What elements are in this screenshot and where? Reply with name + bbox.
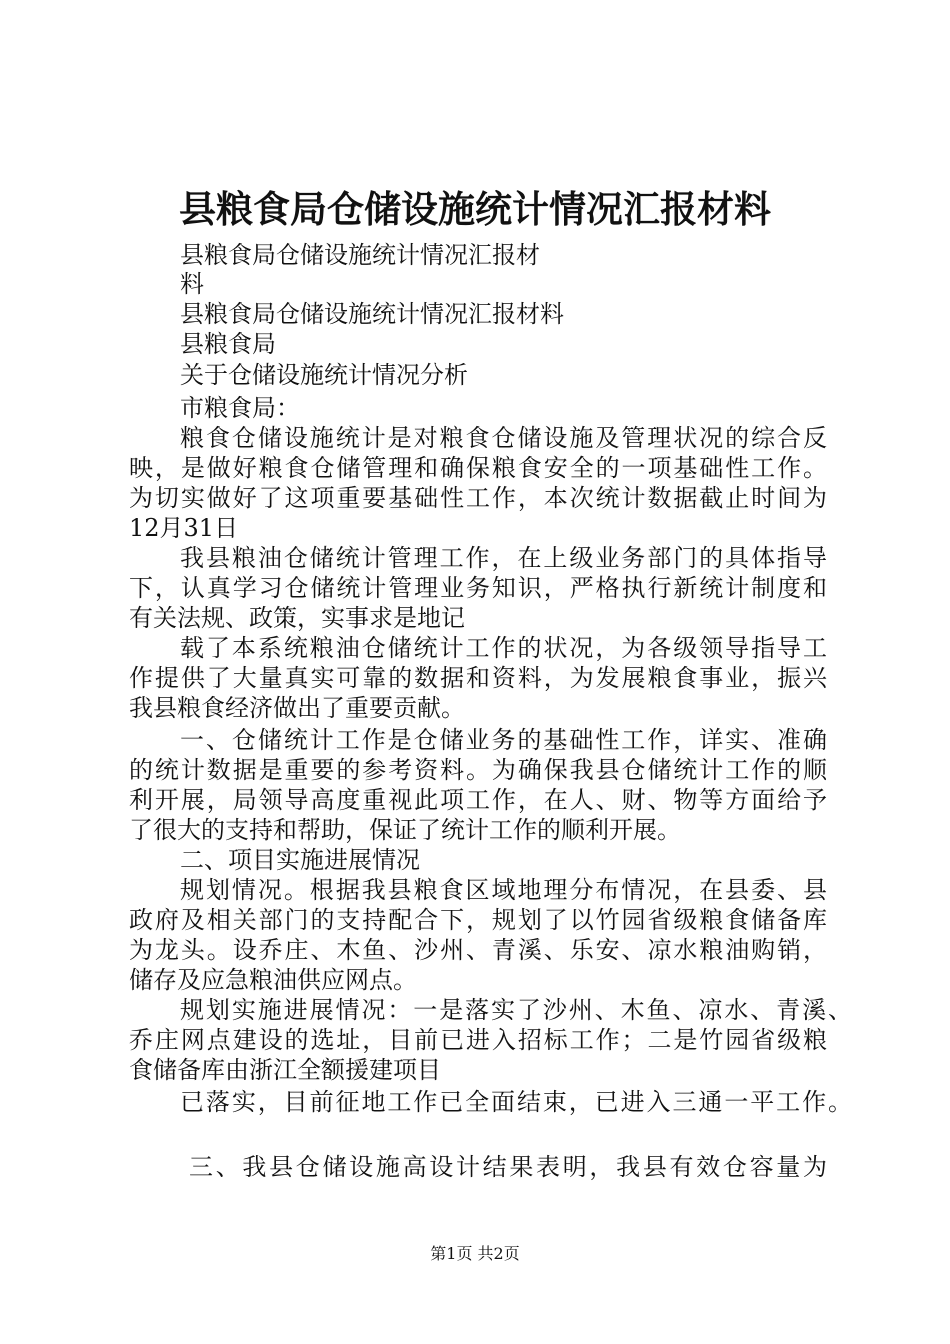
text-line: 粮食仓储设施统计是对粮食仓储设施及管理状况的综合反	[180, 424, 827, 452]
text-line: 一、仓储统计工作是仓储业务的基础性工作，详实、准确	[180, 726, 827, 754]
text-line: 的统计数据是重要的参考资料。为确保我县仓储统计工作的顺	[129, 756, 827, 784]
text-line: 县粮食局	[180, 330, 276, 358]
text-line: 料	[180, 270, 204, 298]
text-line: 映，是做好粮食仓储管理和确保粮食安全的一项基础性工作。	[129, 454, 827, 482]
text-line: 我县粮油仓储统计管理工作，在上级业务部门的具体指导	[180, 544, 827, 572]
text-line: 规划实施进展情况：一是落实了沙州、木鱼、凉水、青溪、	[180, 996, 852, 1024]
text-line: 县粮食局仓储设施统计情况汇报材料	[180, 300, 564, 328]
page-footer: 第1页 共2页	[430, 1244, 520, 1263]
text-line: 乔庄网点建设的选址，目前已进入招标工作；二是竹园省级粮	[129, 1026, 827, 1054]
text-line: 利开展，局领导高度重视此项工作，在人、财、物等方面给予	[129, 786, 827, 814]
text-line: 为龙头。设乔庄、木鱼、沙州、青溪、乐安、凉水粮油购销，	[129, 936, 827, 964]
text-line: 12月31日	[129, 514, 239, 542]
text-line: 规划情况。根据我县粮食区域地理分布情况，在县委、县	[180, 876, 827, 904]
section-heading: 二、项目实施进展情况	[180, 846, 420, 874]
text-line: 载了本系统粮油仓储统计工作的状况，为各级领导指导工	[180, 634, 827, 662]
text-line: 市粮食局：	[180, 394, 300, 422]
text-line: 三、我县仓储设施高设计结果表明，我县有效仓容量为	[189, 1153, 827, 1181]
text-line: 我县粮食经济做出了重要贡献。	[129, 694, 465, 722]
text-line: 食储备库由浙江全额援建项目	[129, 1056, 441, 1084]
text-line: 已落实，目前征地工作已全面结束，已进入三通一平工作。	[180, 1088, 852, 1116]
text-line: 作提供了大量真实可靠的数据和资料，为发展粮食事业，振兴	[129, 664, 827, 692]
text-line: 县粮食局仓储设施统计情况汇报材	[180, 241, 540, 269]
text-line: 关于仓储设施统计情况分析	[180, 361, 468, 389]
text-line: 政府及相关部门的支持配合下，规划了以竹园省级粮食储备库	[129, 906, 827, 934]
document-title: 县粮食局仓储设施统计情况汇报材料	[179, 187, 771, 231]
text-line: 有关法规、政策，实事求是地记	[129, 604, 465, 632]
text-line: 为切实做好了这项重要基础性工作，本次统计数据截止时间为	[129, 484, 827, 512]
text-line: 储存及应急粮油供应网点。	[129, 966, 417, 994]
text-line: 了很大的支持和帮助，保证了统计工作的顺利开展。	[129, 816, 681, 844]
text-line: 下，认真学习仓储统计管理业务知识，严格执行新统计制度和	[129, 574, 827, 602]
